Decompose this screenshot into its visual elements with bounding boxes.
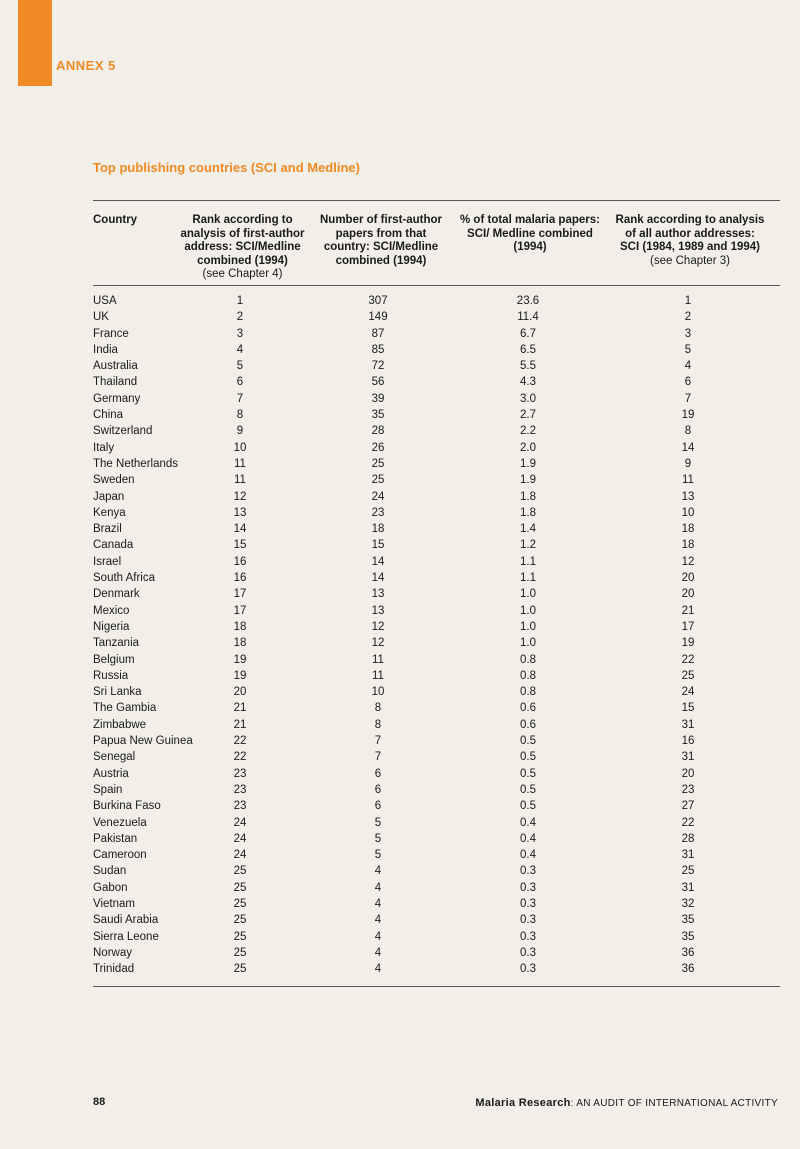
cell-number-papers: 4 bbox=[374, 930, 382, 943]
table-bottom-rule bbox=[93, 986, 780, 987]
cell-rank-first-author: 10 bbox=[233, 441, 247, 454]
cell-percent-total: 6.5 bbox=[520, 343, 536, 356]
cell-rank-all-authors: 3 bbox=[684, 327, 692, 340]
cell-percent-total: 1.2 bbox=[520, 539, 536, 552]
cell-percent-total: 1.1 bbox=[520, 572, 536, 585]
cell-rank-first-author: 11 bbox=[234, 474, 246, 487]
column-header-rank-all-authors-note: (see Chapter 3) bbox=[650, 254, 730, 267]
cell-country: Norway bbox=[93, 946, 132, 959]
cell-number-papers: 4 bbox=[374, 881, 382, 894]
table-row bbox=[93, 749, 780, 765]
cell-rank-all-authors: 12 bbox=[681, 555, 695, 568]
cell-number-papers: 4 bbox=[374, 946, 382, 959]
cell-number-papers: 149 bbox=[368, 311, 388, 324]
cell-rank-first-author: 22 bbox=[233, 735, 247, 748]
cell-country: Germany bbox=[93, 392, 141, 405]
table-row bbox=[93, 489, 780, 505]
table-row bbox=[93, 374, 780, 390]
table-row bbox=[93, 326, 780, 342]
cell-percent-total: 0.4 bbox=[520, 849, 536, 862]
column-header-rank-all-authors bbox=[615, 214, 765, 268]
cell-number-papers: 6 bbox=[374, 800, 382, 813]
cell-country: Brazil bbox=[93, 523, 122, 536]
cell-percent-total: 11.4 bbox=[517, 311, 539, 324]
cell-number-papers: 18 bbox=[371, 523, 385, 536]
cell-rank-first-author: 25 bbox=[233, 946, 247, 959]
cell-country: Pakistan bbox=[93, 832, 138, 845]
cell-percent-total: 2.2 bbox=[520, 425, 536, 438]
cell-rank-all-authors: 22 bbox=[681, 816, 695, 829]
cell-country: Switzerland bbox=[93, 425, 153, 438]
column-header-rank-first-author-label: Rank according to analysis of first-author address: SCI/Medline combined (1994) bbox=[180, 214, 305, 267]
cell-rank-first-author: 2 bbox=[236, 311, 244, 324]
cell-rank-first-author: 19 bbox=[233, 669, 247, 682]
cell-rank-first-author: 19 bbox=[233, 653, 247, 666]
table-row bbox=[93, 896, 780, 912]
cell-percent-total: 1.0 bbox=[520, 637, 536, 650]
table-row bbox=[93, 423, 780, 439]
cell-country: Israel bbox=[93, 555, 122, 568]
cell-country: UK bbox=[93, 311, 109, 324]
cell-rank-first-author: 14 bbox=[233, 523, 247, 536]
cell-number-papers: 10 bbox=[371, 686, 385, 699]
cell-country: Sierra Leone bbox=[93, 930, 159, 943]
cell-country: Burkina Faso bbox=[93, 800, 161, 813]
table-body bbox=[93, 293, 780, 977]
column-header-number-papers bbox=[312, 214, 450, 268]
cell-number-papers: 8 bbox=[374, 702, 382, 715]
cell-rank-first-author: 25 bbox=[233, 930, 247, 943]
cell-rank-first-author: 22 bbox=[233, 751, 247, 764]
cell-rank-first-author: 24 bbox=[233, 816, 247, 829]
table-row bbox=[93, 782, 780, 798]
cell-percent-total: 0.3 bbox=[520, 930, 536, 943]
cell-rank-all-authors: 31 bbox=[681, 849, 695, 862]
cell-percent-total: 6.7 bbox=[520, 327, 536, 340]
cell-percent-total: 1.8 bbox=[520, 506, 536, 519]
cell-percent-total: 3.0 bbox=[520, 392, 536, 405]
cell-number-papers: 28 bbox=[371, 425, 385, 438]
cell-rank-all-authors: 31 bbox=[681, 881, 695, 894]
cell-rank-first-author: 7 bbox=[236, 392, 244, 405]
table-row bbox=[93, 961, 780, 977]
table-row bbox=[93, 880, 780, 896]
cell-percent-total: 0.5 bbox=[520, 800, 536, 813]
cell-number-papers: 85 bbox=[371, 343, 385, 356]
cell-rank-first-author: 18 bbox=[233, 620, 247, 633]
cell-percent-total: 0.3 bbox=[520, 946, 536, 959]
cell-number-papers: 56 bbox=[371, 376, 385, 389]
cell-number-papers: 12 bbox=[371, 637, 385, 650]
cell-rank-all-authors: 13 bbox=[681, 490, 695, 503]
cell-rank-all-authors: 32 bbox=[681, 897, 695, 910]
cell-number-papers: 72 bbox=[371, 360, 385, 373]
cell-percent-total: 0.8 bbox=[520, 669, 536, 682]
cell-rank-all-authors: 31 bbox=[681, 718, 695, 731]
cell-rank-all-authors: 8 bbox=[684, 425, 692, 438]
cell-rank-all-authors: 18 bbox=[681, 539, 695, 552]
cell-country: Trinidad bbox=[93, 963, 135, 976]
table-row bbox=[93, 472, 780, 488]
cell-rank-first-author: 23 bbox=[233, 800, 247, 813]
cell-number-papers: 35 bbox=[371, 409, 385, 422]
cell-rank-all-authors: 19 bbox=[681, 637, 695, 650]
running-footer-book-title: Malaria Research bbox=[475, 1097, 571, 1109]
cell-rank-all-authors: 14 bbox=[681, 441, 695, 454]
cell-country: Russia bbox=[93, 669, 129, 682]
cell-percent-total: 1.0 bbox=[520, 620, 536, 633]
cell-percent-total: 0.3 bbox=[520, 963, 536, 976]
cell-country: Sri Lanka bbox=[93, 686, 142, 699]
cell-number-papers: 4 bbox=[374, 897, 382, 910]
cell-rank-first-author: 6 bbox=[236, 376, 244, 389]
cell-number-papers: 4 bbox=[374, 914, 382, 927]
cell-percent-total: 0.6 bbox=[520, 718, 536, 731]
table-row bbox=[93, 309, 780, 325]
cell-country: Cameroon bbox=[93, 849, 147, 862]
cell-rank-all-authors: 35 bbox=[681, 930, 695, 943]
cell-rank-first-author: 8 bbox=[236, 409, 244, 422]
cell-percent-total: 1.9 bbox=[520, 457, 536, 470]
cell-rank-first-author: 21 bbox=[233, 702, 247, 715]
table-row bbox=[93, 684, 780, 700]
cell-country: Gabon bbox=[93, 881, 128, 894]
cell-rank-all-authors: 31 bbox=[681, 751, 695, 764]
table-row bbox=[93, 537, 780, 553]
cell-rank-all-authors: 24 bbox=[681, 686, 695, 699]
cell-rank-all-authors: 27 bbox=[681, 800, 695, 813]
cell-rank-first-author: 16 bbox=[233, 572, 247, 585]
cell-rank-first-author: 17 bbox=[233, 588, 247, 601]
table-row bbox=[93, 407, 780, 423]
table-row bbox=[93, 912, 780, 928]
cell-percent-total: 0.3 bbox=[520, 897, 536, 910]
table-row bbox=[93, 798, 780, 814]
cell-percent-total: 1.4 bbox=[520, 523, 536, 536]
cell-rank-all-authors: 7 bbox=[684, 392, 692, 405]
cell-percent-total: 0.6 bbox=[520, 702, 536, 715]
table-row bbox=[93, 570, 780, 586]
table-row bbox=[93, 554, 780, 570]
cell-percent-total: 0.8 bbox=[520, 653, 536, 666]
cell-rank-first-author: 25 bbox=[233, 963, 247, 976]
cell-rank-all-authors: 9 bbox=[684, 457, 692, 470]
cell-rank-all-authors: 36 bbox=[681, 963, 695, 976]
cell-rank-all-authors: 19 bbox=[681, 409, 695, 422]
table-top-rule bbox=[93, 200, 780, 201]
cell-number-papers: 6 bbox=[374, 767, 382, 780]
cell-rank-all-authors: 21 bbox=[681, 604, 695, 617]
cell-rank-all-authors: 20 bbox=[681, 588, 695, 601]
cell-rank-all-authors: 10 bbox=[681, 506, 695, 519]
cell-number-papers: 13 bbox=[371, 604, 385, 617]
column-header-country: Country bbox=[93, 214, 138, 226]
cell-rank-first-author: 23 bbox=[233, 783, 247, 796]
cell-percent-total: 0.5 bbox=[520, 751, 536, 764]
cell-percent-total: 2.0 bbox=[520, 441, 536, 454]
cell-country: Saudi Arabia bbox=[93, 914, 159, 927]
cell-number-papers: 39 bbox=[371, 392, 385, 405]
cell-number-papers: 8 bbox=[374, 718, 382, 731]
cell-country: Venezuela bbox=[93, 816, 147, 829]
column-header-number-papers-label: Number of first-author papers from that country: SCI/Medline combined (1994) bbox=[319, 214, 443, 267]
table-header-rule bbox=[93, 285, 780, 286]
table-row bbox=[93, 635, 780, 651]
table-row bbox=[93, 847, 780, 863]
cell-rank-first-author: 24 bbox=[233, 832, 247, 845]
cell-number-papers: 6 bbox=[374, 783, 382, 796]
table-row bbox=[93, 733, 780, 749]
table-row bbox=[93, 831, 780, 847]
cell-country: South Africa bbox=[93, 572, 156, 585]
table-row bbox=[93, 456, 780, 472]
cell-rank-first-author: 21 bbox=[233, 718, 247, 731]
cell-rank-first-author: 25 bbox=[233, 865, 247, 878]
table-row bbox=[93, 505, 780, 521]
cell-percent-total: 0.8 bbox=[520, 686, 536, 699]
table-row bbox=[93, 586, 780, 602]
cell-rank-all-authors: 20 bbox=[681, 572, 695, 585]
cell-rank-first-author: 3 bbox=[236, 327, 244, 340]
cell-number-papers: 11 bbox=[372, 669, 384, 682]
cell-rank-first-author: 25 bbox=[233, 881, 247, 894]
cell-number-papers: 4 bbox=[374, 865, 382, 878]
cell-percent-total: 0.3 bbox=[520, 865, 536, 878]
table-row bbox=[93, 521, 780, 537]
cell-country: Papua New Guinea bbox=[93, 735, 193, 748]
cell-percent-total: 0.4 bbox=[520, 832, 536, 845]
cell-country: Thailand bbox=[93, 376, 138, 389]
cell-country: Sudan bbox=[93, 865, 127, 878]
table-row bbox=[93, 619, 780, 635]
table-row bbox=[93, 863, 780, 879]
column-header-rank-first-author-note: (see Chapter 4) bbox=[202, 268, 283, 280]
cell-number-papers: 25 bbox=[371, 457, 385, 470]
cell-rank-all-authors: 4 bbox=[684, 360, 692, 373]
cell-rank-first-author: 25 bbox=[233, 897, 247, 910]
cell-rank-all-authors: 25 bbox=[681, 669, 695, 682]
cell-number-papers: 87 bbox=[371, 327, 385, 340]
cell-country: Kenya bbox=[93, 506, 126, 519]
cell-country: Australia bbox=[93, 360, 138, 373]
cell-country: USA bbox=[93, 295, 117, 307]
cell-number-papers: 15 bbox=[371, 539, 385, 552]
cell-country: Zimbabwe bbox=[93, 718, 147, 731]
cell-country: Belgium bbox=[93, 653, 135, 666]
annex-label: ANNEX 5 bbox=[56, 58, 116, 73]
column-header-rank-all-authors-label: Rank according to analysis of all author addresses: SCI (1984, 1989 and 1994) bbox=[615, 214, 765, 253]
cell-rank-first-author: 18 bbox=[233, 637, 247, 650]
cell-rank-first-author: 1 bbox=[236, 295, 244, 307]
cell-percent-total: 0.5 bbox=[520, 767, 536, 780]
cell-rank-all-authors: 16 bbox=[681, 735, 695, 748]
cell-percent-total: 1.8 bbox=[520, 490, 536, 503]
cell-percent-total: 0.3 bbox=[520, 881, 536, 894]
cell-rank-first-author: 11 bbox=[234, 457, 246, 470]
column-header-percent-total bbox=[460, 214, 600, 255]
table-row bbox=[93, 440, 780, 456]
running-footer-subtitle: : AN AUDIT OF INTERNATIONAL ACTIVITY bbox=[570, 1098, 778, 1109]
cell-country: The Netherlands bbox=[93, 457, 179, 470]
table-row bbox=[93, 766, 780, 782]
cell-number-papers: 26 bbox=[371, 441, 385, 454]
cell-country: Denmark bbox=[93, 588, 140, 601]
cell-rank-all-authors: 1 bbox=[684, 295, 692, 307]
cell-rank-first-author: 5 bbox=[236, 360, 244, 373]
cell-number-papers: 5 bbox=[374, 849, 382, 862]
cell-percent-total: 4.3 bbox=[520, 376, 536, 389]
cell-rank-first-author: 12 bbox=[233, 490, 247, 503]
cell-percent-total: 1.1 bbox=[520, 555, 536, 568]
cell-rank-all-authors: 25 bbox=[681, 865, 695, 878]
cell-number-papers: 4 bbox=[374, 963, 382, 976]
cell-rank-all-authors: 17 bbox=[681, 620, 695, 633]
cell-rank-all-authors: 35 bbox=[681, 914, 695, 927]
cell-number-papers: 23 bbox=[371, 506, 385, 519]
cell-rank-first-author: 16 bbox=[233, 555, 247, 568]
table-row bbox=[93, 391, 780, 407]
cell-rank-first-author: 9 bbox=[236, 425, 244, 438]
cell-percent-total: 0.5 bbox=[520, 735, 536, 748]
cell-number-papers: 25 bbox=[371, 474, 385, 487]
table-row bbox=[93, 652, 780, 668]
cell-percent-total: 23.6 bbox=[516, 295, 540, 307]
cell-rank-all-authors: 5 bbox=[684, 343, 692, 356]
cell-number-papers: 5 bbox=[374, 832, 382, 845]
cell-percent-total: 5.5 bbox=[520, 360, 536, 373]
cell-rank-all-authors: 2 bbox=[684, 311, 692, 324]
table-row bbox=[93, 668, 780, 684]
cell-rank-first-author: 17 bbox=[233, 604, 247, 617]
column-header-percent-total-label: % of total malaria papers: SCI/ Medline combined (1994) bbox=[460, 214, 600, 253]
column-header-rank-first-author bbox=[170, 214, 315, 282]
cell-number-papers: 7 bbox=[374, 751, 382, 764]
cell-country: Sweden bbox=[93, 474, 135, 487]
table-row bbox=[93, 293, 780, 309]
cell-number-papers: 11 bbox=[372, 653, 384, 666]
cell-percent-total: 0.5 bbox=[520, 783, 536, 796]
annex-color-tab bbox=[18, 0, 52, 86]
cell-percent-total: 0.3 bbox=[520, 914, 536, 927]
cell-percent-total: 1.0 bbox=[520, 588, 536, 601]
cell-number-papers: 7 bbox=[374, 735, 382, 748]
page-title: Top publishing countries (SCI and Medline) bbox=[93, 160, 360, 175]
cell-country: The Gambia bbox=[93, 702, 157, 715]
cell-number-papers: 14 bbox=[371, 572, 385, 585]
table-row bbox=[93, 945, 780, 961]
cell-number-papers: 5 bbox=[374, 816, 382, 829]
cell-rank-all-authors: 28 bbox=[681, 832, 695, 845]
cell-number-papers: 12 bbox=[371, 620, 385, 633]
cell-country: China bbox=[93, 409, 124, 422]
cell-number-papers: 307 bbox=[368, 295, 388, 307]
cell-country: Nigeria bbox=[93, 620, 130, 633]
cell-rank-first-author: 20 bbox=[233, 686, 247, 699]
cell-rank-all-authors: 23 bbox=[681, 783, 695, 796]
cell-rank-all-authors: 22 bbox=[681, 653, 695, 666]
cell-country: Canada bbox=[93, 539, 134, 552]
cell-rank-all-authors: 6 bbox=[684, 376, 692, 389]
table-row bbox=[93, 700, 780, 716]
cell-country: Vietnam bbox=[93, 897, 135, 910]
table-row bbox=[93, 358, 780, 374]
cell-number-papers: 24 bbox=[371, 490, 385, 503]
cell-rank-all-authors: 20 bbox=[681, 767, 695, 780]
running-footer bbox=[475, 1097, 778, 1109]
cell-country: Tanzania bbox=[93, 637, 140, 650]
page-number: 88 bbox=[93, 1096, 106, 1108]
cell-country: Spain bbox=[93, 783, 123, 796]
cell-percent-total: 0.4 bbox=[520, 816, 536, 829]
cell-rank-first-author: 24 bbox=[233, 849, 247, 862]
cell-percent-total: 1.9 bbox=[520, 474, 536, 487]
table-row bbox=[93, 717, 780, 733]
cell-country: Italy bbox=[93, 441, 115, 454]
cell-country: Mexico bbox=[93, 604, 130, 617]
cell-percent-total: 2.7 bbox=[520, 409, 536, 422]
cell-rank-first-author: 15 bbox=[233, 539, 247, 552]
cell-rank-all-authors: 11 bbox=[682, 474, 694, 487]
cell-rank-first-author: 4 bbox=[236, 343, 244, 356]
cell-rank-all-authors: 15 bbox=[681, 702, 695, 715]
cell-percent-total: 1.0 bbox=[520, 604, 536, 617]
cell-rank-first-author: 25 bbox=[233, 914, 247, 927]
table-row bbox=[93, 342, 780, 358]
cell-rank-first-author: 23 bbox=[233, 767, 247, 780]
table-row bbox=[93, 815, 780, 831]
cell-country: Japan bbox=[93, 490, 125, 503]
table-row bbox=[93, 603, 780, 619]
cell-country: Senegal bbox=[93, 751, 136, 764]
cell-rank-first-author: 13 bbox=[233, 506, 247, 519]
cell-country: Austria bbox=[93, 767, 129, 780]
cell-rank-all-authors: 18 bbox=[681, 523, 695, 536]
table-row bbox=[93, 929, 780, 945]
cell-number-papers: 13 bbox=[371, 588, 385, 601]
cell-country: France bbox=[93, 327, 129, 340]
cell-country: India bbox=[93, 343, 118, 356]
cell-rank-all-authors: 36 bbox=[681, 946, 695, 959]
cell-number-papers: 14 bbox=[371, 555, 385, 568]
